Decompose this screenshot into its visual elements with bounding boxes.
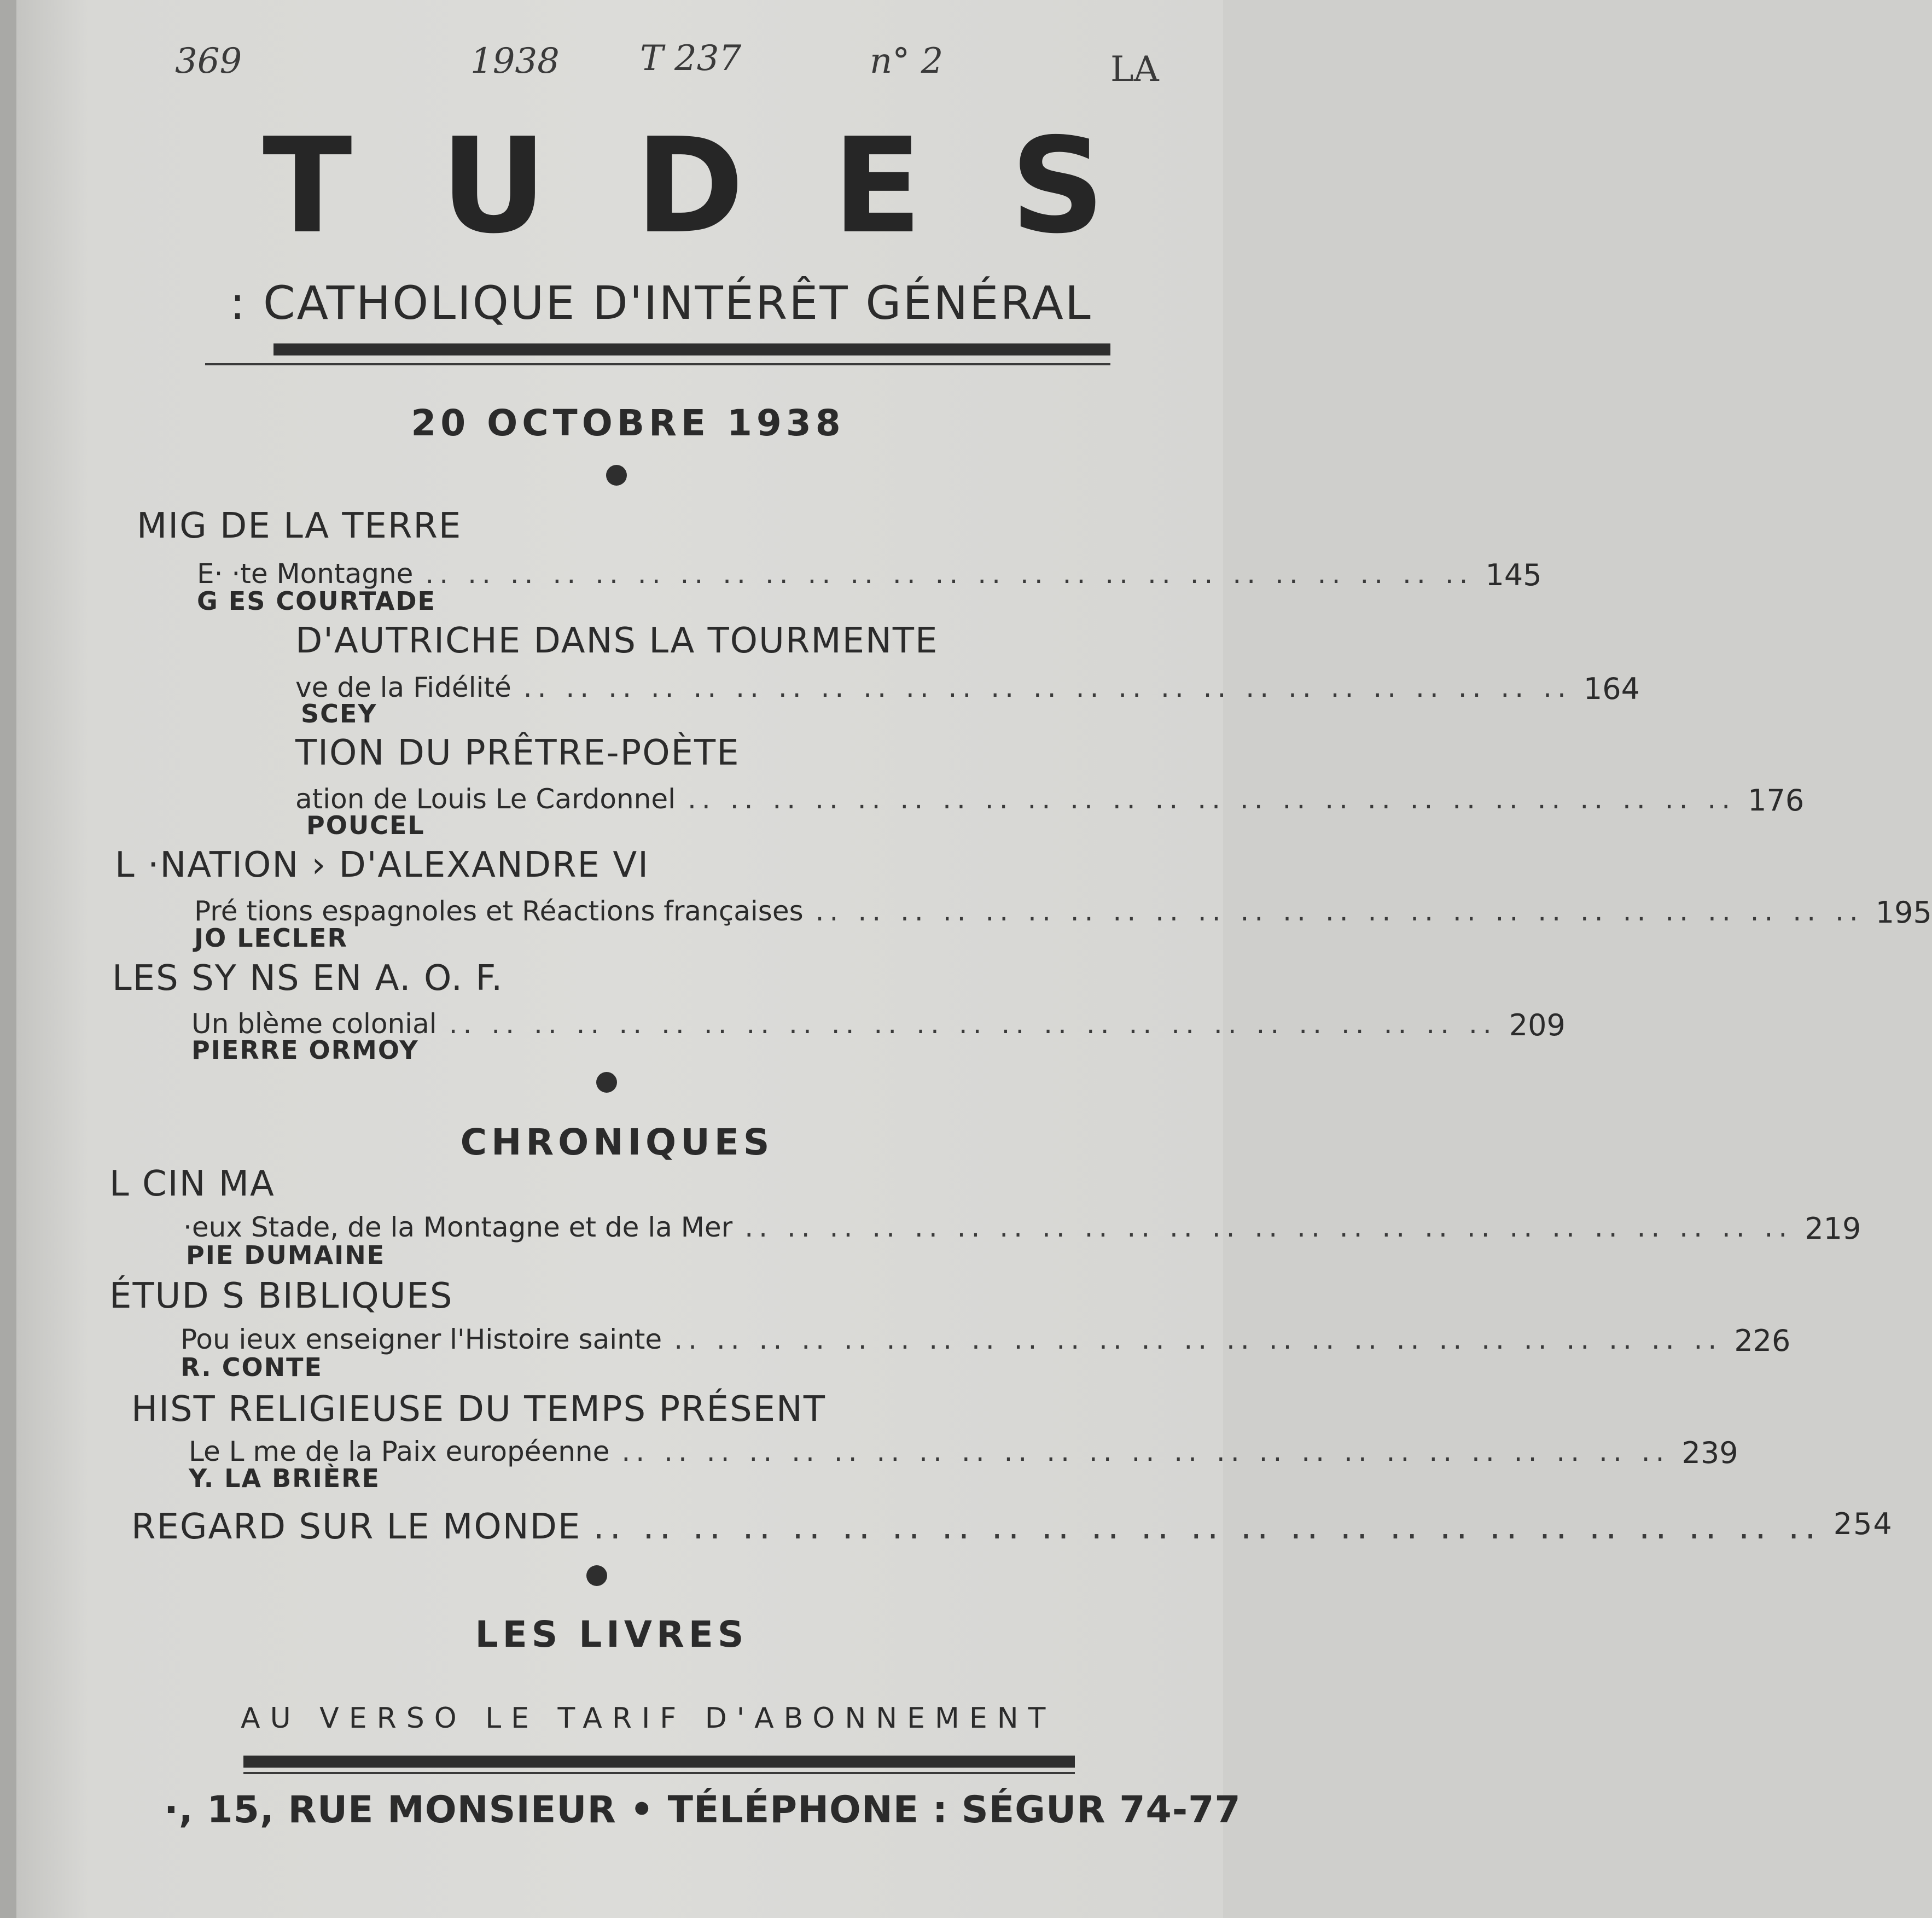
page-number: 226 bbox=[1734, 1324, 1791, 1358]
header-rule-thin bbox=[205, 363, 1110, 365]
page-number: 195 bbox=[1875, 895, 1932, 930]
masthead-letter: S bbox=[1010, 109, 1105, 263]
chronique-title: ÉTUD S BIBLIQUES bbox=[109, 1276, 453, 1316]
chronique-line bbox=[131, 1507, 1893, 1547]
header-rule bbox=[273, 343, 1110, 355]
bullet-ornament bbox=[596, 1072, 617, 1093]
chronique-author: R. CONTE bbox=[181, 1352, 323, 1382]
chronique-title: L CIN MA bbox=[109, 1164, 275, 1204]
page-number: 239 bbox=[1681, 1436, 1738, 1470]
footer-rule-thin bbox=[243, 1772, 1075, 1774]
article-author: G ES COURTADE bbox=[197, 586, 436, 616]
article-subtitle: Pré tions espagnoles et Réactions françaises bbox=[194, 895, 804, 927]
article-subtitle: E· ·te Montagne bbox=[197, 558, 414, 590]
bullet-ornament bbox=[586, 1565, 607, 1586]
leader-dots: .. .. .. .. .. .. .. .. .. .. .. .. .. .. .. .. .. .. .. .. .. .. .. .. .. bbox=[815, 895, 1864, 927]
article-title: D'AUTRICHE DANS LA TOURMENTE bbox=[295, 621, 939, 661]
page-number: 145 bbox=[1485, 558, 1542, 592]
article-author: JO LECLER bbox=[194, 923, 348, 953]
handwritten-number: 369 bbox=[175, 41, 242, 81]
article-title: TION DU PRÊTRE-POÈTE bbox=[295, 733, 740, 773]
bullet-ornament bbox=[606, 465, 627, 486]
article-title: MIG DE LA TERRE bbox=[137, 506, 462, 546]
leader-dots: .. .. .. .. .. .. .. .. .. .. .. .. .. .. .. .. .. .. .. .. .. .. .. .. .. bbox=[621, 1436, 1670, 1467]
leader-dots: .. .. .. .. .. .. .. .. .. .. .. .. .. .. .. .. .. .. .. .. .. .. .. .. .. bbox=[688, 783, 1736, 815]
leader-dots: .. .. .. .. .. .. .. .. .. .. .. .. .. .. .. .. .. .. .. .. .. .. .. .. .. bbox=[744, 1211, 1793, 1243]
article-subtitle: Un blème colonial bbox=[191, 1008, 437, 1040]
publisher-address: ·, 15, RUE MONSIEUR • TÉLÉPHONE : SÉGUR 74-77 bbox=[164, 1788, 1241, 1832]
article-title: L ·NATION › D'ALEXANDRE VI bbox=[115, 845, 649, 885]
article-author: PIERRE ORMOY bbox=[191, 1035, 419, 1065]
article-line bbox=[295, 672, 1640, 706]
chronique-subtitle: ·eux Stade, de la Montagne et de la Mer bbox=[183, 1211, 733, 1243]
leader-dots: .. .. .. .. .. .. .. .. .. .. .. .. .. .. .. .. .. .. .. .. .. .. .. .. .. bbox=[425, 558, 1474, 590]
leader-dots: .. .. .. .. .. .. .. .. .. .. .. .. .. .. .. .. .. .. .. .. .. .. .. .. .. bbox=[449, 1008, 1497, 1040]
page-number: 219 bbox=[1805, 1211, 1861, 1246]
books-heading: LES LIVRES bbox=[475, 1613, 748, 1655]
masthead-title bbox=[263, 109, 1105, 263]
leader-dots: .. .. .. .. .. .. .. .. .. .. .. .. .. .. .. .. .. .. .. .. .. .. .. .. .. bbox=[674, 1324, 1722, 1355]
handwritten-issue-number: n° 2 bbox=[870, 41, 944, 81]
masthead-letter: T bbox=[263, 109, 352, 263]
masthead-subtitle: : CATHOLIQUE D'INTÉRÊT GÉNÉRAL bbox=[230, 276, 1092, 330]
chronique-author: PIE DUMAINE bbox=[186, 1240, 386, 1270]
page-number: 209 bbox=[1509, 1008, 1566, 1042]
masthead-letter: U bbox=[440, 109, 547, 263]
chronique-title: HIST RELIGIEUSE DU TEMPS PRÉSENT bbox=[131, 1389, 826, 1430]
page-number: 164 bbox=[1583, 672, 1640, 706]
chronique-author: Y. LA BRIÈRE bbox=[189, 1464, 380, 1493]
handwritten-ref: T 237 bbox=[640, 38, 742, 79]
article-author: SCEY bbox=[301, 699, 377, 728]
chronique-title: REGARD SUR LE MONDE bbox=[131, 1507, 581, 1547]
chroniques-heading: CHRONIQUES bbox=[460, 1121, 774, 1163]
handwritten-initials: LA bbox=[1110, 49, 1159, 90]
issue-date: 20 OCTOBRE 1938 bbox=[411, 402, 845, 444]
article-subtitle: ation de Louis Le Cardonnel bbox=[295, 783, 676, 815]
chronique-subtitle: Le L me de la Paix européenne bbox=[189, 1436, 610, 1467]
leader-dots: .. .. .. .. .. .. .. .. .. .. .. .. .. .. .. .. .. .. .. .. .. .. .. .. .. bbox=[523, 672, 1572, 703]
masthead-letter: D bbox=[635, 109, 744, 263]
chronique-subtitle: Pou ieux enseigner l'Histoire sainte bbox=[181, 1324, 662, 1355]
article-author: POUCEL bbox=[306, 811, 425, 840]
handwritten-year: 1938 bbox=[470, 41, 560, 81]
article-subtitle: ve de la Fidélité bbox=[295, 672, 511, 703]
leader-dots: .. .. .. .. .. .. .. .. .. .. .. .. .. .. .. .. .. .. .. .. .. .. .. .. .. bbox=[593, 1507, 1822, 1547]
footer-rule bbox=[243, 1756, 1075, 1768]
page-number: 176 bbox=[1748, 783, 1805, 818]
subscription-note: AU VERSO LE TARIF D'ABONNEMENT bbox=[241, 1702, 1056, 1735]
article-title: LES SY NS EN A. O. F. bbox=[112, 958, 504, 999]
page-number: 254 bbox=[1833, 1507, 1893, 1541]
masthead-letter: E bbox=[832, 109, 922, 263]
